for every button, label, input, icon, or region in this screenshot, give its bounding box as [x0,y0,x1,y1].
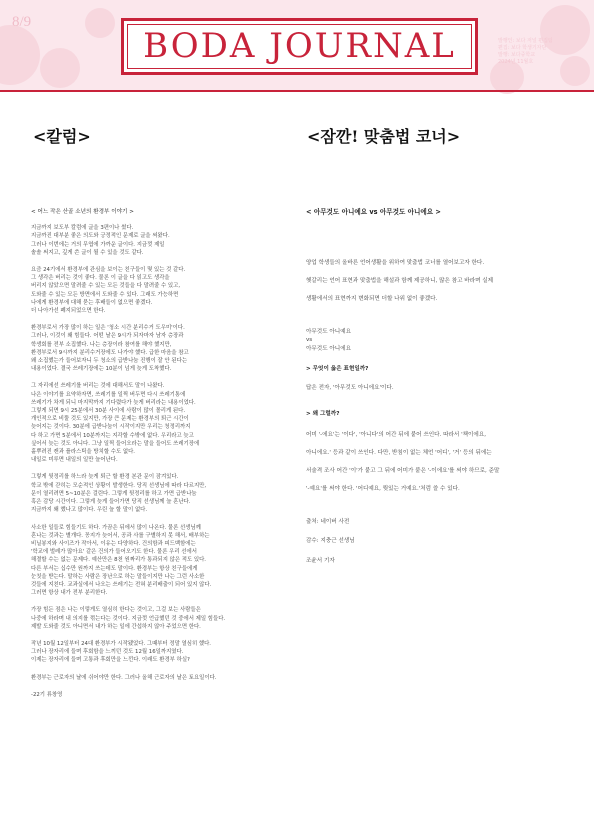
answer-text: 답은 전자, '아무것도 아니에요'이다. [306,384,394,391]
question-heading: > 왜 그럴까? [306,410,340,417]
column-title: <칼럼> [33,127,91,146]
header-band [0,0,594,90]
paragraph: 그 자리에선 쓰레기를 버리는 것에 대해서도 말이 나왔다. 나은 이야기를 요약하자면, 쓰레기를 일찍 버두면 다시 쓰레기통에 쓰레기가 차게 되니 마지막까지 기다렸다가 늦게 버리라는 내용이었다. 그렇게 되면 9시 25분에서 30분 사이에 사람이 많이 몰리게 된다. 개인적으로 비뚤 것도 있지만, 가장 큰 문제는 환경부의 퇴근 시간이 늦어지는 것이다. 30분에 급받나눔이 시작이지만 우리는 청정리까지 다 하고 가면 5분에서 10분까지는 지각할 수밖에 없다. 우리라고 늦고 싶어서 늦는 것도 아니다. 그냥 일찍 들어오라는 말을 들어도 쓰레기장에 흩뿌려진 캔과 플라스틱을 방치할 수도 없다. 내일로 미루면 내일의 일만 늘어난다. [31,383,200,464]
paragraph: 지금까지 보도부 칼럼에 글을 3편이나 썼다. 지금까진 대부분 좋은 의도와 긍정적인 문제로 글을 써왔다. 그러나 이번에는 거의 무엽에 가까운 글이다. 지금껏 제일 솔솔 써지고, 깊게 쓴 글이 될 수 있을 것도 같다. [31,225,170,256]
article-subtitle: < 어느 작은 산골 소년의 환경부 이야기 > [31,209,134,215]
paragraph: 그렇게 뒷정리를 하느라 늦게 퇴근 할 환경 본관 문이 잠겨있다. 학교 밖에 갇히는 모순적인 상황이 발생한다. 당직 선생님에 따라 다르지만, 문이 열리려면 5~10분은 걸린다. 그렇게 뒷정리를 하고 가면 급받나눔 혹은 감당 시간이다. 그렇게 늦게 들어가면 당직 선생님께 늘 혼난다. 지금까지 왜 했나고 많이다. 우린 늘 할 말이 없다. [31,474,207,514]
author-signature: -22기 류창영 [31,691,63,698]
flower-decoration [0,25,40,85]
spelling-corner-title: <잠깐! 맞춤법 코너> [307,127,461,146]
explanation-text: 어미 '-에요'는 '이다', '아니다'의 어간 뒤에 붙어 쓰인다. 따라서 '책이에요, 아니에요.' 등과 같이 쓰인다. 다만, 받침이 없는 체언 '어디', '거' 등의 뒤에는 서술격 조사 어간 '이'가 붙고 그 뒤에 어미가 붙은 '-이에요'를 써야 하므로, 준말 '-예요'를 써야 한다. '어디예요, 뭣있는 거예요.'처럼 쓸 수 있다. [306,431,500,492]
paragraph: 요즘 24기에서 환경부에 관심을 보이는 친구들이 몇 있는 것 같다. 그 생각은 버리는 것이 좋다. 물론 이 글을 다 읽고도 생각을 버리지 않았으면 말려줄 수 있는 모든 것들을 다 말려줄 수 있고, 도와줄 수 있는 모든 방면에서 도와줄 수 있다. 그래도 가능하면 나에게 환경부에 대해 묻는 후배들이 없으면 좋겠다. 더 나아가선 폐지되었으면 한다. [31,267,186,315]
page-number: 8/9 [12,14,32,30]
comparison-text: 아무것도 아니예요 vs 아무것도 아니에요 [306,328,352,352]
paragraph: 환경부는 근로자의 날에 쉬어야만 한다. 그러나 올해 근로자의 날은 토요일이다. [31,674,217,681]
paragraph: 가장 힘든 점은 나는 이렇게도 열심히 한다는 것이고, 그걸 보는 사람들은 나중에 하라며 내 의지를 꺾는다는 것이다. 지금껏 언급했던 것 중에서 제일 힘들다. 제발 도와줄 것도 아니면서 내가 하는 일에 간섭하지 않아 주었으면 한다. [31,607,226,630]
credit-line: 감수: 지충근 선생님 [306,538,355,545]
info-line: 발행: 보다중학교 [498,52,536,58]
info-line: 2024년 11월호 [498,59,534,65]
paragraph: 환경부로서 가장 많이 하는 일은 '청소 시간 분리수거 도우미'이다. 그러나, 이것이 왜 힘들다. 어떤 날은 9시가 되자마자 남자 층장과 학생회를 전부 소집했다. 나는 층장이라 참여를 해야 했지만, 환경부로서 9시까지 분리수거장에도 나가야 했다. 급한 마음을 참고 왜 소집했는가 들어보자니 두 청소의 급받나눔 진행이 잘 안 된다는 내용이었다. 결국 쓰레기장에는 10분이 넘게 늦게 도착했다. [31,325,189,373]
credit-line: 출처: 네이버 사전 [306,518,350,525]
masthead [121,18,478,75]
journal-title: BODA JOURNAL [143,26,456,66]
credits [306,518,566,566]
flower-decoration [40,48,80,88]
masthead-info [498,38,576,66]
spelling-corner [306,208,566,576]
flower-decoration [85,8,115,38]
header-divider [0,90,594,92]
info-line: 편집: 보다 학생기자단 [498,45,547,51]
column-article [31,208,289,708]
credit-line: 조윤서 기자 [306,557,335,564]
question-heading: > 무엇이 옳은 표현일까? [306,366,369,373]
info-line: 발행인: 보다 저널 편집팀 [498,38,553,44]
corner-subtitle: < 아무것도 아니예요 vs 아무것도 아니에요 > [306,208,441,216]
paragraph: 사소한 일들로 힘들기도 하다. 가끔은 뒤에서 많이 나온다. 물론 선생님께 혼나는 것과는 별개다. 꽁지가 늦어서, 공과 사를 구별하지 못 해서, 배부하는 비닐봉지와 사이즈가 작아서, 이유는 다양하다. 건의함과 피드백함에는 '학교에 벌레가 많아요' 같은 건의가 들어오기도 한다. 물론 우리 선에서 해결할 수는 없는 문제다. 예산만은 8천 원짜리가 통과되지 않은 적도 있다. 다른 부서는 십수만 원까지 쓰는데도 말이다. 환경부는 항상 친구들에게 눈칫을 받는다. 말하는 사람은 장난으로 하는 말들이지만 나는 그런 사소한 것들에 지친다. 교과실에서 나오는 쓰레기는 전혀 분리배출이 되어 있지 않다. 그러면 항상 내가 전부 분리한다. [31,524,212,597]
paragraph: 작년 10월 12일부터 24대 환경부가 시작됐었다. 그때부터 정말 열심히 했다. 그러나 장자리에 들며 후회함을 느끼던 것도 12월 16일까지였다. 이제는 장자리에 들며 고통과 후회만을 느낀다. 이래도 환경부 하실? [31,640,212,664]
intro-text: 양업 학생들의 올바른 언어생활을 위하여 맞춤법 코너를 열어보고자 한다. 헷갈리는 언어 표현과 맞춤법을 해설과 함께 제공하니, 많은 참고 바라며 실제 생활에서의 표현까지 변화되면 더할 나위 없이 좋겠다. [306,259,494,302]
